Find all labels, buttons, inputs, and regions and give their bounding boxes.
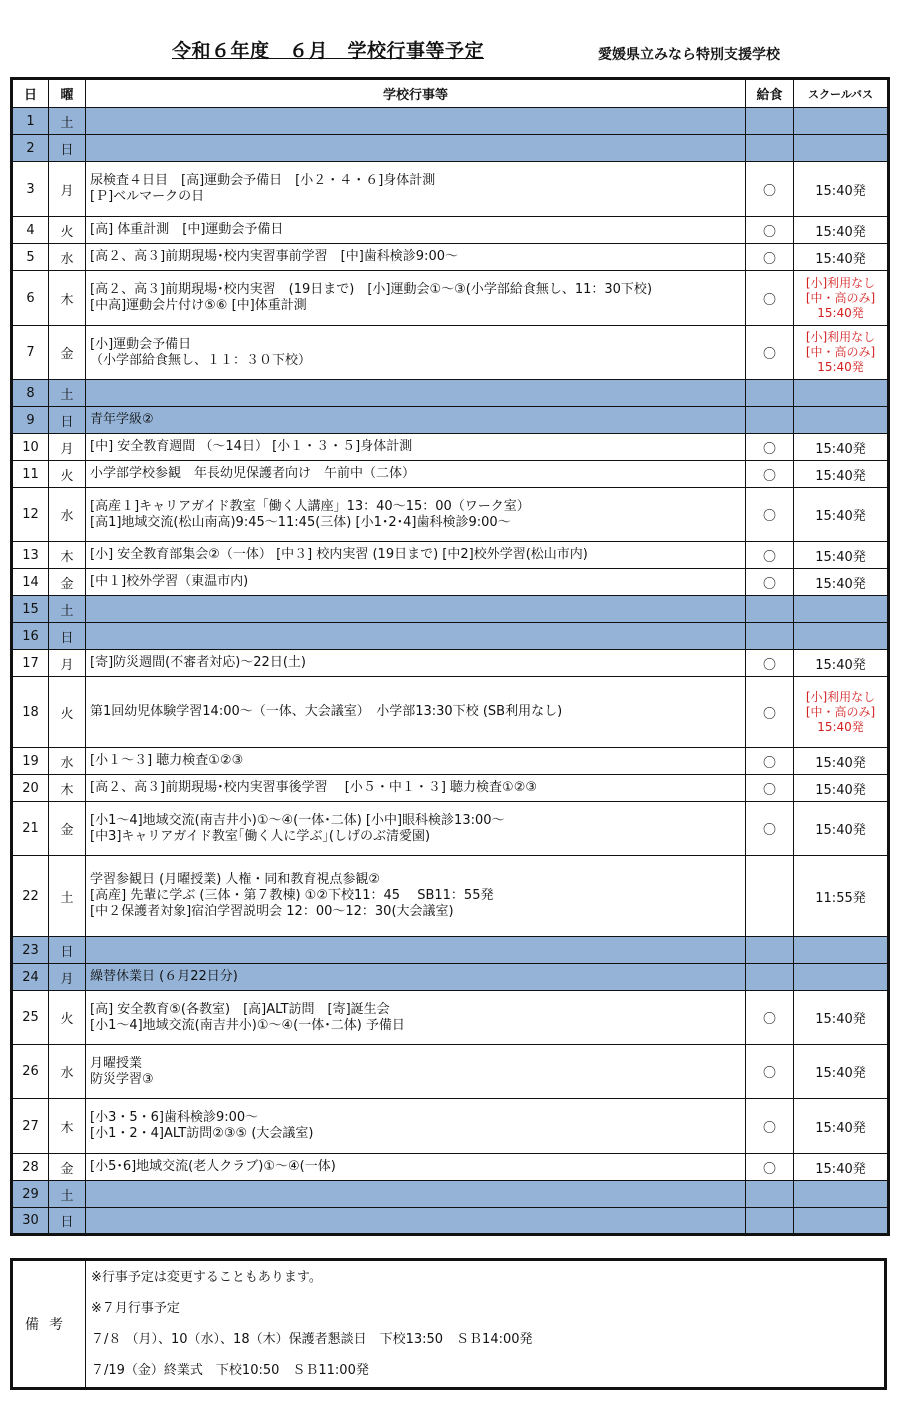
lunch-cell: 〇 (746, 1099, 794, 1154)
day-row (12, 1045, 889, 1099)
bus-line: [中・高のみ] (805, 704, 876, 719)
weekday-cell: 金 (49, 802, 86, 856)
day-cell: 28 (12, 1154, 49, 1181)
event-line: [中] 安全教育週間 （～14日） [小１・３・５]身体計測 (90, 439, 413, 454)
day-row (12, 569, 889, 596)
weekday-cell: 火 (49, 217, 86, 244)
bus-line: [小]利用なし (805, 275, 876, 290)
weekday-cell: 金 (49, 569, 86, 596)
bus-line: [中・高のみ] (805, 345, 876, 359)
bus-cell (794, 542, 889, 569)
bus-line: [小]利用なし (805, 689, 876, 704)
bus-line: 15:40発 (817, 305, 864, 320)
lunch-cell: 〇 (746, 802, 794, 856)
events-cell (86, 461, 746, 488)
bus-cell (794, 569, 889, 596)
col-header-events: 学校行事等 (86, 79, 746, 108)
lunch-cell (746, 596, 794, 623)
day-cell: 26 (12, 1045, 49, 1099)
events-cell (86, 596, 746, 623)
events-cell (86, 856, 746, 937)
lunch-cell: 〇 (746, 677, 794, 748)
event-line: [寄]防災週間(不審者対応)～22日(土) (90, 655, 306, 670)
events-cell (86, 569, 746, 596)
bus-cell (794, 461, 889, 488)
lunch-cell (746, 856, 794, 937)
bus-cell (794, 677, 889, 748)
col-header-lunch: 給食 (746, 79, 794, 108)
lunch-cell (746, 407, 794, 434)
events-cell (86, 650, 746, 677)
weekday-cell: 月 (49, 162, 86, 217)
day-cell: 23 (12, 937, 49, 964)
lunch-cell: 〇 (746, 650, 794, 677)
event-line: [小1～4]地域交流(南吉井小)①～④(一体･二体) 予備日 (90, 1017, 405, 1033)
bus-cell (794, 937, 889, 964)
day-cell: 11 (12, 461, 49, 488)
events-cell (86, 162, 746, 217)
day-row (12, 991, 889, 1045)
day-row (12, 748, 889, 775)
day-row (12, 407, 889, 434)
bus-line: 15:40発 (817, 360, 864, 374)
lunch-cell: 〇 (746, 1154, 794, 1181)
day-cell: 15 (12, 596, 49, 623)
bus-cell (794, 650, 889, 677)
weekday-cell: 日 (49, 1208, 86, 1235)
bus-cell (794, 271, 889, 326)
event-line: 繰替休業日 (６月22日分) (90, 969, 238, 984)
weekday-cell: 土 (49, 380, 86, 407)
day-cell: 29 (12, 1181, 49, 1208)
day-cell: 8 (12, 380, 49, 407)
day-cell: 2 (12, 135, 49, 162)
lunch-cell: 〇 (746, 569, 794, 596)
weekday-cell: 月 (49, 964, 86, 991)
lunch-cell: 〇 (746, 434, 794, 461)
weekday-cell: 木 (49, 775, 86, 802)
day-cell: 1 (12, 108, 49, 135)
events-cell (86, 1045, 746, 1099)
note-line: ※７月行事予定 (91, 1301, 180, 1316)
weekday-cell: 月 (49, 434, 86, 461)
bus-line: 11:55発 (815, 890, 866, 906)
day-cell: 18 (12, 677, 49, 748)
event-line: （小学部給食無し、１１：３０下校） (90, 352, 312, 368)
event-line: 学習参観日 (月曜授業) 人権・同和教育視点参観② (90, 872, 381, 887)
lunch-cell (746, 135, 794, 162)
bus-line: 15:40発 (815, 468, 866, 484)
bus-cell (794, 596, 889, 623)
event-line: 防災学習③ (90, 1071, 154, 1087)
day-row (12, 488, 889, 542)
events-cell (86, 1208, 746, 1235)
day-cell: 12 (12, 488, 49, 542)
lunch-cell: 〇 (746, 326, 794, 380)
day-cell: 17 (12, 650, 49, 677)
day-row (12, 802, 889, 856)
events-cell (86, 1154, 746, 1181)
bus-line: 15:40発 (815, 755, 866, 771)
note-line: ※行事予定は変更することもあります。 (91, 1270, 322, 1285)
bus-cell (794, 217, 889, 244)
weekday-cell: 木 (49, 1099, 86, 1154)
notes-content (86, 1260, 886, 1389)
day-row (12, 461, 889, 488)
school-name: 愛媛県立みなら特別支援学校 (598, 47, 780, 63)
lunch-cell (746, 964, 794, 991)
bus-line: [小]利用なし (805, 330, 876, 344)
events-cell (86, 802, 746, 856)
event-line: [中１]校外学習（東温市内) (90, 574, 249, 589)
event-line: [中高]運動会片付け⑤⑥ [中]体重計測 (90, 298, 307, 313)
day-row (12, 937, 889, 964)
notes-box (10, 1258, 887, 1390)
event-line: [小１～３] 聴力検査①②③ (90, 753, 244, 768)
events-cell (86, 244, 746, 271)
bus-cell (794, 748, 889, 775)
bus-line: 15:40発 (815, 657, 866, 673)
event-line: [小] 安全教育部集会②（一体） [中３] 校内実習 (19日まで) [中2]校外学習(松山市内) (90, 547, 588, 562)
weekday-cell: 木 (49, 271, 86, 326)
event-line: [高２、高３]前期現場･校内実習 (19日まで) [小]運動会①～③(小学部給食無し、11：30下校) (90, 282, 653, 297)
day-cell: 3 (12, 162, 49, 217)
weekday-cell: 木 (49, 542, 86, 569)
day-cell: 22 (12, 856, 49, 937)
event-line: [高産] 先輩に学ぶ (三体・第７教棟) ①②下校11：45 SB11：55発 (90, 888, 494, 903)
day-cell: 21 (12, 802, 49, 856)
bus-line: 15:40発 (815, 823, 866, 838)
events-cell (86, 407, 746, 434)
day-row (12, 271, 889, 326)
bus-line: 15:40発 (815, 576, 866, 592)
lunch-cell: 〇 (746, 244, 794, 271)
day-cell: 19 (12, 748, 49, 775)
day-cell: 5 (12, 244, 49, 271)
lunch-cell: 〇 (746, 748, 794, 775)
bus-line: 15:40発 (815, 509, 866, 524)
col-header-dow: 曜 (49, 79, 86, 108)
day-cell: 13 (12, 542, 49, 569)
day-row (12, 596, 889, 623)
day-cell: 25 (12, 991, 49, 1045)
bus-line: 15:40発 (815, 1066, 866, 1081)
day-cell: 10 (12, 434, 49, 461)
bus-cell (794, 434, 889, 461)
event-line: 尿検査４日目 [高]運動会予備日 [小２・４・６]身体計測 (90, 173, 436, 188)
bus-cell (794, 162, 889, 217)
events-cell (86, 434, 746, 461)
day-row (12, 1181, 889, 1208)
event-line: [中3]キャリアガイド教室｢働く人に学ぶ｣(しげのぶ清愛園) (90, 828, 431, 844)
weekday-cell: 水 (49, 748, 86, 775)
event-line: 小学部学校参観 年長幼児保護者向け 午前中（二体） (90, 466, 416, 481)
event-line: [高1]地域交流(松山南高)9:45～11:45(三体) [小1･2･4]歯科検診9:00～ (90, 514, 511, 530)
day-cell: 14 (12, 569, 49, 596)
bus-cell (794, 488, 889, 542)
bus-line: 15:40発 (815, 251, 866, 267)
events-cell (86, 964, 746, 991)
lunch-cell: 〇 (746, 217, 794, 244)
events-cell (86, 748, 746, 775)
bus-cell (794, 802, 889, 856)
day-cell: 9 (12, 407, 49, 434)
col-header-bus: スクールバス (794, 79, 889, 108)
lunch-cell: 〇 (746, 461, 794, 488)
day-row (12, 1099, 889, 1154)
day-cell: 16 (12, 623, 49, 650)
day-row (12, 217, 889, 244)
day-row (12, 1208, 889, 1235)
schedule-table (10, 77, 890, 1236)
bus-cell (794, 775, 889, 802)
bus-cell (794, 623, 889, 650)
weekday-cell: 土 (49, 1181, 86, 1208)
weekday-cell: 土 (49, 108, 86, 135)
header-row (12, 79, 889, 108)
bus-cell (794, 407, 889, 434)
lunch-cell: 〇 (746, 162, 794, 217)
day-row (12, 135, 889, 162)
day-row (12, 1154, 889, 1181)
weekday-cell: 金 (49, 326, 86, 380)
day-cell: 7 (12, 326, 49, 380)
col-header-day: 日 (12, 79, 49, 108)
day-row (12, 108, 889, 135)
day-row (12, 677, 889, 748)
weekday-cell: 火 (49, 677, 86, 748)
event-line: 第1回幼児体験学習14:00～（一体、大会議室） 小学部13:30下校 (SB利用なし) (90, 704, 563, 719)
note-line: ７/８ （月）、10（水）、18（木）保護者懇談日 下校13:50 ＳＢ14:00発 (91, 1332, 533, 1347)
weekday-cell: 金 (49, 1154, 86, 1181)
bus-line: [中・高のみ] (805, 290, 876, 305)
page-title: 令和６年度 ６月 学校行事等予定 (172, 40, 485, 62)
bus-line: 15:40発 (815, 1161, 866, 1177)
lunch-cell: 〇 (746, 991, 794, 1045)
events-cell (86, 1099, 746, 1154)
bus-line: 15:40発 (815, 1012, 866, 1027)
weekday-cell: 火 (49, 461, 86, 488)
event-line: [高] 体重計測 [中]運動会予備日 (90, 222, 284, 237)
lunch-cell: 〇 (746, 488, 794, 542)
event-line: [小1・2・4]ALT訪問②③⑤ (大会議室) (90, 1126, 314, 1141)
bus-cell (794, 1154, 889, 1181)
bus-line: 15:40発 (815, 183, 866, 199)
weekday-cell: 土 (49, 596, 86, 623)
event-line: [高産１]キャリアガイド教室「働く人講座」13：40～15：00（ワーク室） (90, 498, 530, 514)
weekday-cell: 水 (49, 488, 86, 542)
day-cell: 20 (12, 775, 49, 802)
event-line: [高２、高３]前期現場･校内実習事後学習 [小５・中１・３] 聴力検査①②③ (90, 780, 538, 795)
day-cell: 6 (12, 271, 49, 326)
weekday-cell: 日 (49, 407, 86, 434)
events-cell (86, 108, 746, 135)
day-row (12, 650, 889, 677)
bus-line: 15:40発 (815, 224, 866, 240)
bus-line: 15:40発 (815, 782, 866, 798)
bus-cell (794, 991, 889, 1045)
weekday-cell: 水 (49, 244, 86, 271)
day-row (12, 326, 889, 380)
day-row (12, 964, 889, 991)
events-cell (86, 380, 746, 407)
events-cell (86, 937, 746, 964)
lunch-cell (746, 1181, 794, 1208)
day-cell: 30 (12, 1208, 49, 1235)
day-row (12, 542, 889, 569)
day-row (12, 162, 889, 217)
day-cell: 27 (12, 1099, 49, 1154)
weekday-cell: 日 (49, 937, 86, 964)
bus-cell (794, 380, 889, 407)
weekday-cell: 土 (49, 856, 86, 937)
lunch-cell (746, 380, 794, 407)
event-line: 月曜授業 (90, 1055, 143, 1071)
bus-line: 15:40発 (815, 1120, 866, 1136)
events-cell (86, 677, 746, 748)
lunch-cell: 〇 (746, 542, 794, 569)
event-line: [小]運動会予備日 (90, 336, 192, 352)
day-row (12, 380, 889, 407)
bus-cell (794, 244, 889, 271)
events-cell (86, 991, 746, 1045)
lunch-cell: 〇 (746, 271, 794, 326)
events-cell (86, 1181, 746, 1208)
day-row (12, 856, 889, 937)
bus-cell (794, 964, 889, 991)
events-cell (86, 775, 746, 802)
bus-cell (794, 326, 889, 380)
bus-cell (794, 856, 889, 937)
events-cell (86, 488, 746, 542)
note-line: ７/19（金）終業式 下校10:50 ＳＢ11:00発 (91, 1363, 369, 1378)
weekday-cell: 火 (49, 991, 86, 1045)
lunch-cell (746, 937, 794, 964)
events-cell (86, 135, 746, 162)
lunch-cell (746, 623, 794, 650)
weekday-cell: 日 (49, 135, 86, 162)
bus-cell (794, 1045, 889, 1099)
day-cell: 4 (12, 217, 49, 244)
schedule-body (12, 108, 889, 1235)
events-cell (86, 217, 746, 244)
event-line: [高２、高３]前期現場･校内実習事前学習 [中]歯科検診9:00～ (90, 249, 458, 264)
events-cell (86, 542, 746, 569)
event-line: [小3・5・6]歯科検診9:00～ (90, 1110, 259, 1125)
lunch-cell (746, 1208, 794, 1235)
lunch-cell (746, 108, 794, 135)
bus-line: 15:40発 (815, 441, 866, 457)
events-cell (86, 271, 746, 326)
notes-label: 備考 (12, 1260, 86, 1389)
bus-cell (794, 1099, 889, 1154)
event-line: [小5･6]地域交流(老人クラブ)①～④(一体) (90, 1159, 336, 1174)
events-cell (86, 326, 746, 380)
day-cell: 24 (12, 964, 49, 991)
day-row (12, 775, 889, 802)
event-line: [高] 安全教育⑤(各教室) [高]ALT訪問 [寄]誕生会 (90, 1001, 390, 1017)
lunch-cell: 〇 (746, 775, 794, 802)
event-line: [中２保護者対象]宿泊学習説明会 12：00～12：30(大会議室) (90, 904, 454, 919)
day-row (12, 244, 889, 271)
day-row (12, 434, 889, 461)
lunch-cell: 〇 (746, 1045, 794, 1099)
weekday-cell: 月 (49, 650, 86, 677)
day-row (12, 623, 889, 650)
bus-line: 15:40発 (817, 719, 864, 734)
weekday-cell: 日 (49, 623, 86, 650)
bus-cell (794, 135, 889, 162)
bus-line: 15:40発 (815, 549, 866, 565)
event-line: [小1～4]地域交流(南吉井小)①～④(一体･二体) [小中]眼科検診13:00～ (90, 812, 505, 828)
event-line: 青年学級② (90, 412, 154, 427)
events-cell (86, 623, 746, 650)
weekday-cell: 水 (49, 1045, 86, 1099)
bus-cell (794, 1181, 889, 1208)
bus-cell (794, 1208, 889, 1235)
event-line: [Ｐ]ベルマークの日 (90, 189, 205, 204)
bus-cell (794, 108, 889, 135)
